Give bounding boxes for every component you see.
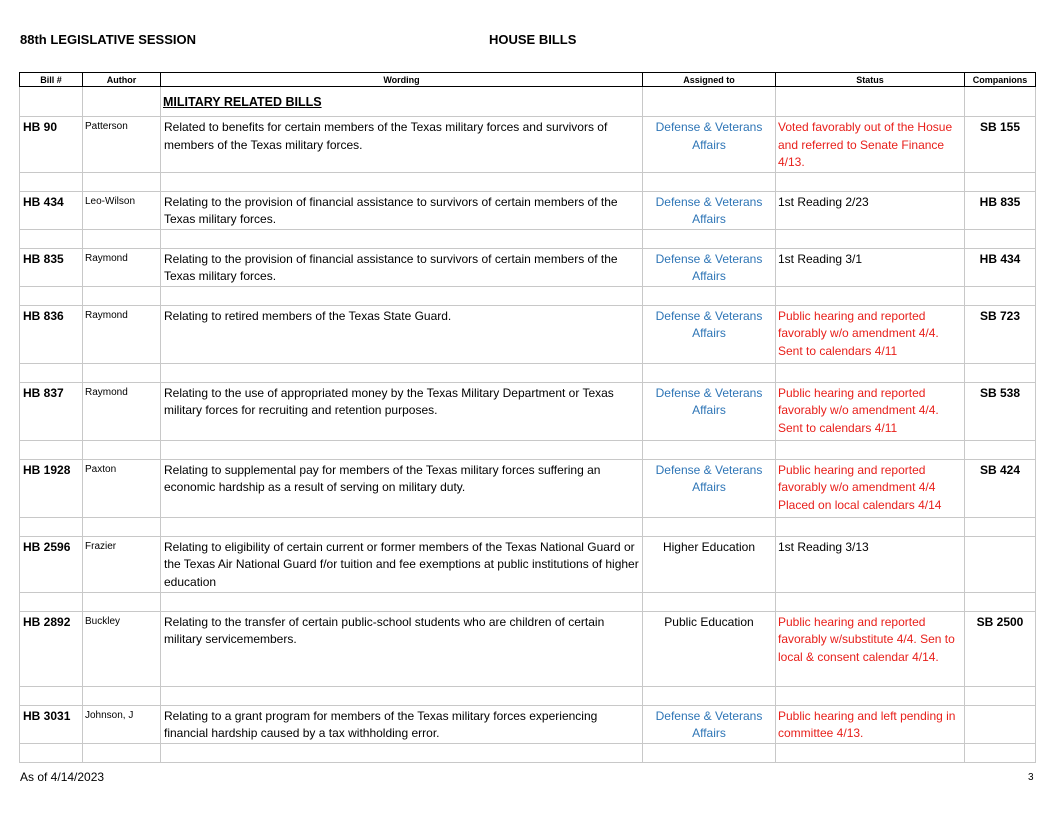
bill-author: Paxton (83, 459, 161, 517)
bill-status: Public hearing and left pending in committee 4/13. (776, 705, 965, 743)
table-row (20, 536, 1036, 592)
column-header-assigned: Assigned to (643, 73, 776, 87)
column-header-wording: Wording (161, 73, 643, 87)
bill-number: HB 90 (20, 117, 83, 173)
bill-companion (965, 705, 1036, 743)
table-row (20, 459, 1036, 517)
page-title: HOUSE BILLS (489, 32, 577, 47)
bill-wording: Relating to the provision of financial assistance to survivors of certain members of the Texas military forces. (161, 248, 643, 286)
bill-assigned-to: Defense & Veterans Affairs (643, 382, 776, 440)
section-row (20, 87, 1036, 117)
bill-companion: SB 424 (965, 459, 1036, 517)
bill-assigned-to: Higher Education (643, 536, 776, 592)
spacer-row (20, 517, 1036, 536)
session-label: 88th LEGISLATIVE SESSION (20, 32, 197, 47)
bill-author: Raymond (83, 305, 161, 363)
bill-assigned-to: Defense & Veterans Affairs (643, 117, 776, 173)
bill-companion: SB 2500 (965, 611, 1036, 686)
spacer-row (20, 440, 1036, 459)
bill-number: HB 1928 (20, 459, 83, 517)
bill-status: Public hearing and reported favorably w/o amendment 4/4 Placed on local calendars 4/14 (776, 459, 965, 517)
bill-companion (965, 536, 1036, 592)
spacer-row (20, 229, 1036, 248)
bill-number: HB 836 (20, 305, 83, 363)
table-row (20, 305, 1036, 363)
as-of-date: As of 4/14/2023 (20, 770, 105, 784)
column-header-bill: Bill # (20, 73, 83, 87)
bill-number: HB 3031 (20, 705, 83, 743)
bill-number: HB 837 (20, 382, 83, 440)
bill-number: HB 2892 (20, 611, 83, 686)
table-row (20, 248, 1036, 286)
bill-number: HB 835 (20, 248, 83, 286)
bill-assigned-to: Public Education (643, 611, 776, 686)
spacer-row (20, 592, 1036, 611)
bill-companion: HB 434 (965, 248, 1036, 286)
table-row (20, 191, 1036, 229)
table-row (20, 705, 1036, 743)
bill-status: Public hearing and reported favorably w/substitute 4/4. Sen to local & consent calendar 4/14. (776, 611, 965, 686)
bill-author: Buckley (83, 611, 161, 686)
bill-number: HB 434 (20, 191, 83, 229)
bill-status: Public hearing and reported favorably w/o amendment 4/4. Sent to calendars 4/11 (776, 382, 965, 440)
bill-author: Raymond (83, 382, 161, 440)
table-row (20, 117, 1036, 173)
column-header-status: Status (776, 73, 965, 87)
page-number: 3 (1028, 772, 1034, 783)
bill-wording: Relating to the use of appropriated money by the Texas Military Department or Texas military forces for recruiting and retention purposes. (161, 382, 643, 440)
spacer-row (20, 286, 1036, 305)
bill-companion: SB 723 (965, 305, 1036, 363)
table-row (20, 382, 1036, 440)
bill-wording: Relating to retired members of the Texas State Guard. (161, 305, 643, 363)
spacer-row (20, 743, 1036, 762)
table-header-row (20, 73, 1036, 87)
bill-assigned-to: Defense & Veterans Affairs (643, 459, 776, 517)
spacer-row (20, 172, 1036, 191)
column-header-companions: Companions (965, 73, 1036, 87)
bill-status: 1st Reading 3/1 (776, 248, 965, 286)
section-title: MILITARY RELATED BILLS (163, 94, 322, 109)
bill-wording: Relating to the transfer of certain public-school students who are children of certain military servicemembers. (161, 611, 643, 686)
bill-status: Voted favorably out of the Hosue and referred to Senate Finance 4/13. (776, 117, 965, 173)
bill-companion: SB 155 (965, 117, 1036, 173)
column-header-author: Author (83, 73, 161, 87)
bill-assigned-to: Defense & Veterans Affairs (643, 305, 776, 363)
bill-wording: Relating to a grant program for members of the Texas military forces experiencing financial hardship caused by a tax withholding error. (161, 705, 643, 743)
bill-wording: Relating to the provision of financial assistance to survivors of certain members of the Texas military forces. (161, 191, 643, 229)
bill-author: Frazier (83, 536, 161, 592)
bill-author: Johnson, J (83, 705, 161, 743)
bill-status: 1st Reading 2/23 (776, 191, 965, 229)
spacer-row (20, 686, 1036, 705)
bill-companion: SB 538 (965, 382, 1036, 440)
bill-status: 1st Reading 3/13 (776, 536, 965, 592)
bill-wording: Relating to supplemental pay for members of the Texas military forces suffering an economic hardship as a result of serving on military duty. (161, 459, 643, 517)
bill-companion: HB 835 (965, 191, 1036, 229)
bill-wording: Related to benefits for certain members of the Texas military forces and survivors of members of the Texas military forces. (161, 117, 643, 173)
bill-assigned-to: Defense & Veterans Affairs (643, 705, 776, 743)
bill-author: Raymond (83, 248, 161, 286)
bill-assigned-to: Defense & Veterans Affairs (643, 248, 776, 286)
bills-table (19, 72, 1036, 763)
bill-wording: Relating to eligibility of certain current or former members of the Texas National Guard or the Texas Air National Guard f/or tuition and fee exemptions at public institutions of higher education (161, 536, 643, 592)
spacer-row (20, 363, 1036, 382)
bill-assigned-to: Defense & Veterans Affairs (643, 191, 776, 229)
bill-author: Leo-Wilson (83, 191, 161, 229)
bill-author: Patterson (83, 117, 161, 173)
bill-number: HB 2596 (20, 536, 83, 592)
table-row (20, 611, 1036, 686)
bill-status: Public hearing and reported favorably w/o amendment 4/4. Sent to calendars 4/11 (776, 305, 965, 363)
